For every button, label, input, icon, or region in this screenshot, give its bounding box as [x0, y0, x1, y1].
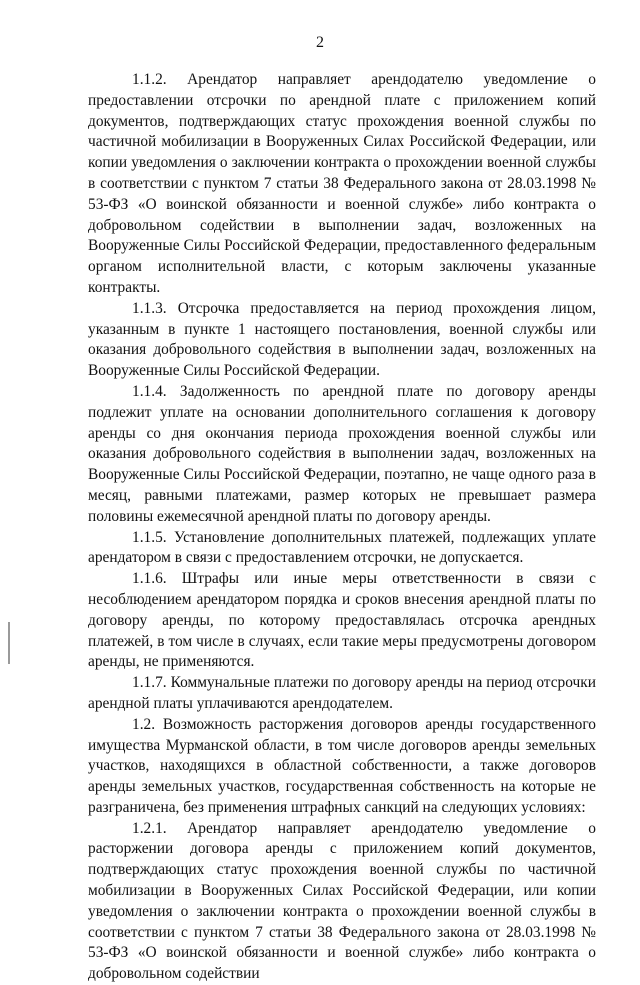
- document-body: [88, 70, 596, 985]
- paragraph-1-1-5: 1.1.5. Установление дополнительных платежей, подлежащих уплате арендатором в связи с предоставлением отсрочки, не допускается.: [88, 528, 596, 567]
- paragraph-1-2: 1.2. Возможность расторжения договоров аренды государственного имущества Мурманской области, в том числе договоров аренды земельных участков, находящихся в областной собственности, а также договоров аренды земельных участков, государственная собственность на которые не разграничена, без применения штрафных санкций на следующих условиях:: [88, 715, 596, 816]
- paragraph-1-1-2: 1.1.2. Арендатор направляет арендодателю уведомление о предоставлении отсрочки по арендной плате с приложением копий документов, подтверждающих статус прохождения военной службы по частичной мобилизации в Вооруженных Силах Российской Федерации, или копии уведомления о заключении контракта о прохождении военной службы в соответствии с пунктом 7 статьи 38 Федерального закона от 28.03.1998 № 53-ФЗ «О воинской обязанности и военной службе» либо контракта о добровольном содействии в выполнении задач, возложенных на Вооруженные Силы Российской Федерации, предоставленного федеральным органом исполнительной власти, с которым заключены указанные контракты.: [88, 71, 596, 296]
- paragraph-1-1-7: 1.1.7. Коммунальные платежи по договору аренды на период отсрочки арендной платы уплачиваются арендодателем.: [88, 674, 596, 712]
- paragraph-1-2-1: 1.2.1. Арендатор направляет арендодателю уведомление о расторжении договора аренды с приложением копий документов, подтверждающих статус прохождения военной службы по частичной мобилизации в Вооруженных Силах Российской Федерации, или копии уведомления о заключении контракта о прохождении военной службы в соответствии с пунктом 7 статьи 38 Федерального закона от 28.03.1998 № 53-ФЗ «О воинской обязанности и военной службе» либо контракта о добровольном содействии: [88, 819, 596, 983]
- paragraph-1-1-3: 1.1.3. Отсрочка предоставляется на период прохождения лицом, указанным в пункте 1 настоящего постановления, военной службы или оказания добровольного содействия в выполнении задач, возложенных на Вооруженные Силы Российской Федерации.: [88, 299, 596, 380]
- paragraph-1-1-4: 1.1.4. Задолженность по арендной плате по договору аренды подлежит уплате на основании дополнительного соглашения к договору аренды со дня окончания периода прохождения военной службы или оказания добровольного содействия в выполнении задач, возложенных на Вооруженные Силы Российской Федерации, поэтапно, не чаще одного раза в месяц, равными платежами, размер которых не превышает размера половины ежемесячной арендной платы по договору аренды.: [88, 382, 596, 525]
- page-number: 2: [316, 34, 324, 51]
- paragraph-1-1-6: 1.1.6. Штрафы или иные меры ответственности в связи с несоблюдением арендатором порядка и сроков внесения арендной платы по договору аренды, по которому предоставлялась отсрочка арендных платежей, в том числе в случаях, если такие меры предусмотрены договором аренды, не применяются.: [88, 570, 596, 671]
- scan-margin-mark: [8, 622, 10, 664]
